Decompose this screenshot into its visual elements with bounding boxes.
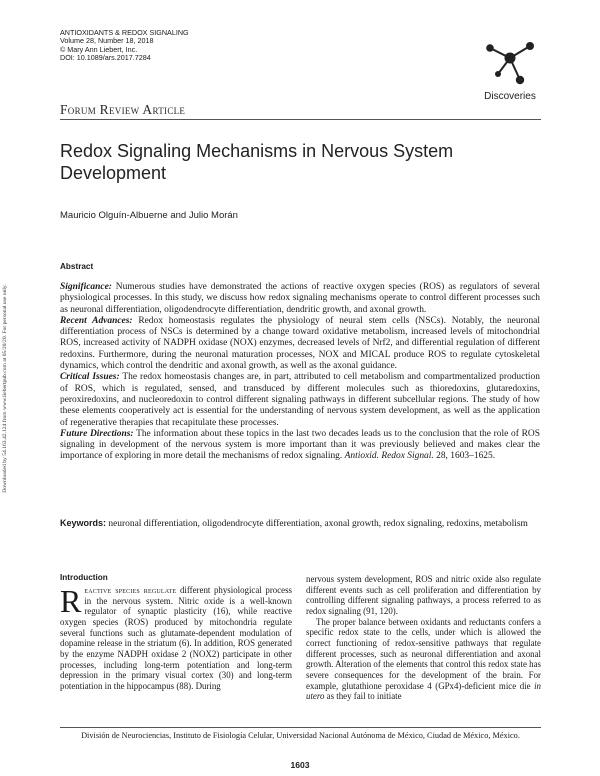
abstract-future-directions: [60, 429, 540, 463]
citation-volume-pages: 28, 1603–1625.: [433, 451, 496, 462]
right-text-italic: in utero: [306, 680, 541, 702]
article-authors: Mauricio Olguín-Albuerne and Julio Morán: [60, 210, 238, 221]
molecule-logo-icon: [476, 38, 544, 90]
affiliation: División de Neurociencias, Instituto de Fisiología Celular, Universidad Nacional Autónoma de México, Ciudad de México, México.: [81, 731, 520, 740]
abstract-heading: Abstract: [60, 262, 94, 271]
keywords: [60, 518, 540, 530]
introduction-left-text: different physiological process in the nervous system. Nitric oxide is a well-known regulator of synaptic plasticity (16), while reactive oxygen species (ROS) produced by mitochondria regulate several functions such as glutamate-dependent modulation of dopamine release in the striatum (6). In addition, ROS generated by the enzyme NADPH oxidase 2 (NOX2) participate in other processes, including long-term potentiation and long-term depression in the primary visual cortex (30) and long-term potentiation in the hippocampus (88). During: [60, 585, 292, 691]
introduction-left-column: [60, 585, 292, 692]
introduction-right-column: [306, 574, 541, 702]
abstract-recent-advances: [60, 316, 540, 372]
keywords-label: Keywords:: [60, 518, 107, 528]
right-text-b: as they fail to initiate: [324, 691, 402, 702]
download-notice: [2, 221, 14, 556]
abstract-significance: [60, 282, 540, 316]
critical-issues-text: The redox homeostasis changes are, in part, attributed to cell metabolism and compartmentalized production of ROS, which is regulated, sensed, and transduced by different molecules such as thioredoxins, glutaredoxins, peroxiredoxins, and nucleoredoxin to control different signaling pathways in different subcellular regions. The study of how these elements cooperatively act is essential for the understanding of nervous system development, as well as the application of regenerative therapies that recapitulate these processes.: [60, 372, 540, 428]
citation-journal: Antioxid. Redox Signal.: [344, 451, 434, 462]
future-directions-text: The information about these topics in the last two decades leads us to the conclusion that the role of ROS signaling in development of the nervous system is more important than it was previously believed and makes clear the importance of exploring in more detail the mechanisms of redox signaling.: [60, 428, 540, 462]
journal-header: [60, 29, 189, 63]
download-notice-text: Downloaded by 54.163.42.124 from www.liebertpub.com at 05/20/20. For personal use only.: [2, 284, 8, 493]
journal-copyright: © Mary Ann Liebert, Inc.: [60, 44, 138, 54]
footnote-divider: [60, 727, 541, 728]
recent-advances-text: Redox homeostasis regulates the physiology of neural stem cells (NSCs). Notably, the neuronal differentiation process of NSCs is determined by a change toward oxidative metabolism, increased levels of mitochondrial ROS, increased activity of NADPH oxidase (NOX) enzymes, decreased levels of Nrf2, and differential regulation of different redoxins. Furthermore, during the neuronal maturation processes, NOX and MICAL produce ROS to regulate cytoskeletal dynamics, which control the dendritic and axonal growth, as well as the axonal guidance.: [60, 315, 540, 372]
article-type: Forum Review Article: [60, 102, 186, 117]
introduction-right-paragraph-2: [306, 617, 541, 702]
lead-in: eactive species regulate: [84, 585, 177, 595]
discoveries-label: Discoveries: [484, 91, 536, 102]
discoveries-logo: [476, 38, 544, 112]
abstract-body: [60, 282, 540, 463]
recent-advances-label: Recent Advances:: [60, 315, 133, 326]
future-directions-label: Future Directions:: [60, 428, 134, 439]
abstract-critical-issues: [60, 372, 540, 428]
introduction-heading: Introduction: [60, 573, 108, 582]
page-number: 1603: [290, 760, 310, 770]
critical-issues-label: Critical Issues:: [60, 372, 120, 383]
journal-volume: Volume 28, Number 18, 2018: [60, 36, 154, 46]
drop-cap: R: [60, 583, 82, 619]
journal-name: ANTIOXIDANTS & REDOX SIGNALING: [60, 28, 189, 37]
introduction-paragraph: [60, 585, 292, 692]
keywords-text: neuronal differentiation, oligodendrocyte differentiation, axonal growth, redox signaling, redoxins, metabolism: [106, 519, 528, 529]
significance-text: Numerous studies have demonstrated the actions of reactive oxygen species (ROS) as regulators of several physiological processes. In this study, we discuss how redox signaling mechanisms operate to control different processes such as neuronal differentiation, oligodendrocyte differentiation, dendritic growth, and axonal growth.: [60, 282, 540, 315]
introduction-right-paragraph-1: nervous system development, ROS and nitric oxide also regulate different events such as cell proliferation and differentiation by controlling different signaling pathways, a process referred to as redox signaling (91, 120).: [306, 574, 541, 616]
significance-label: Significance:: [60, 282, 112, 292]
header-divider: [60, 119, 541, 120]
journal-doi: DOI: 10.1089/ars.2017.7284: [60, 53, 151, 63]
right-text-a: The proper balance between oxidants and reductants confers a specific redox state to the cells, under which is allowed the correct functioning of redox-sensitive pathways that regulate different processes, such as neuronal differentiation and axonal growth. Alteration of the elements that control this redox state has severe consequences for the development of the brain. For example, glutathione peroxidase 4 (GPx4)-deficient mice die: [306, 616, 541, 691]
article-title: Redox Signaling Mechanisms in Nervous System Development: [60, 141, 454, 183]
